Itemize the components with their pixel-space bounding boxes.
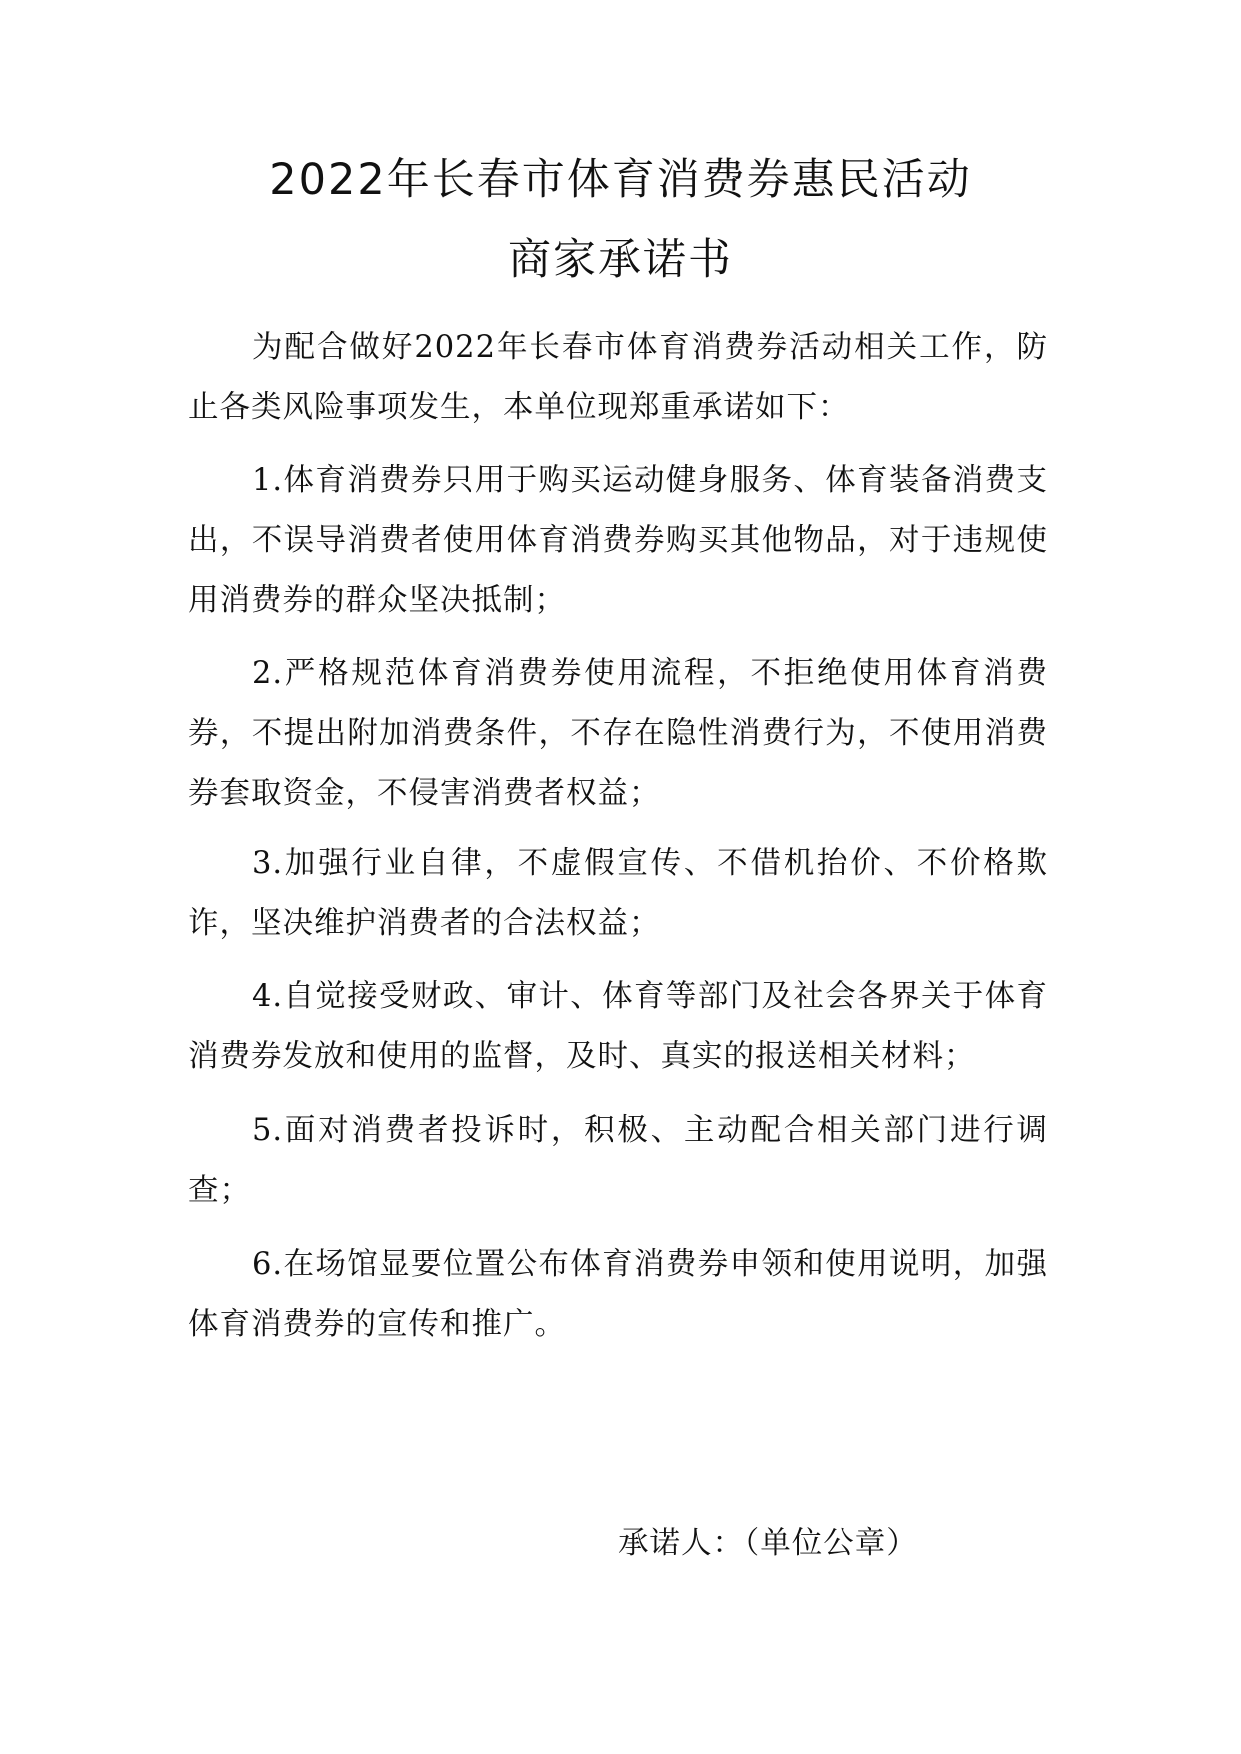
commitment-item-4: 4.自觉接受财政、审计、体育等部门及社会各界关于体育消费券发放和使用的监督，及时、真实的报送相关材料； bbox=[188, 979, 1048, 1074]
signature-line: 承诺人：（单位公章） bbox=[618, 1526, 918, 1561]
intro-paragraph: 为配合做好2022年长春市体育消费券活动相关工作，防止各类风险事项发生，本单位现郑重承诺如下： bbox=[188, 330, 1048, 425]
commitment-item-2: 2.严格规范体育消费券使用流程，不拒绝使用体育消费券，不提出附加消费条件，不存在隐性消费行为，不使用消费券套取资金，不侵害消费者权益； bbox=[188, 656, 1048, 811]
commitment-item-5: 5.面对消费者投诉时，积极、主动配合相关部门进行调查； bbox=[188, 1113, 1048, 1208]
commitment-item-6: 6.在场馆显要位置公布体育消费券申领和使用说明，加强体育消费券的宣传和推广。 bbox=[188, 1247, 1048, 1342]
document-title: 2022年长春市体育消费券惠民活动 bbox=[269, 155, 972, 205]
document-subtitle: 商家承诺书 bbox=[508, 235, 733, 285]
commitment-item-1: 1.体育消费券只用于购买运动健身服务、体育装备消费支出，不误导消费者使用体育消费券购买其他物品，对于违规使用消费券的群众坚决抵制； bbox=[188, 463, 1048, 618]
commitment-item-3: 3.加强行业自律，不虚假宣传、不借机抬价、不价格欺诈，坚决维护消费者的合法权益； bbox=[188, 846, 1048, 941]
